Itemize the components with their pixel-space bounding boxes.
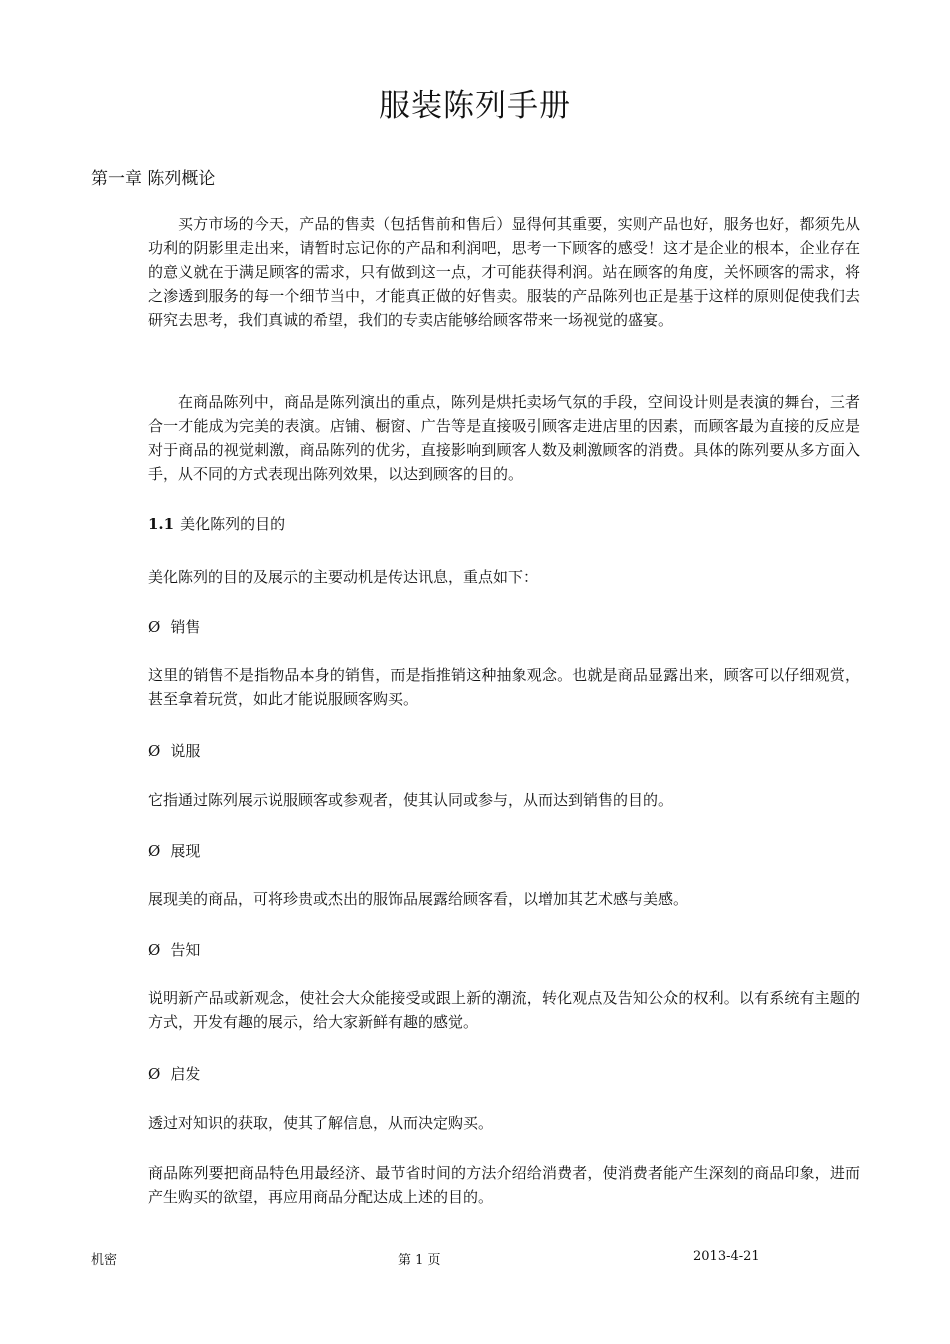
bullet-heading-label: 启发 [170,1065,201,1083]
chapter-heading: 第一章 陈列概论 [91,169,216,189]
bullet-heading-persuade [148,740,200,761]
bullet-text-inspire: 透过对知识的获取，使其了解信息，从而决定购买。 [148,1114,494,1132]
footer-date: 2013-4-21 [693,1249,760,1264]
bullet-mark: Ø [148,742,161,760]
bullet-heading-label: 告知 [170,941,201,959]
bullet-heading-inform [148,939,200,960]
section-title: 美化陈列的目的 [180,515,286,533]
intro-paragraph-2: 在商品陈列中，商品是陈列演出的重点，陈列是烘托卖场气氛的手段，空间设计则是表演的舞台，三者合一才能成为完美的表演。店铺、橱窗、广告等是直接吸引顾客走进店里的因素，而顾客最为直接的反应是对于商品的视觉刺激，商品陈列的优劣，直接影响到顾客人数及刺激顾客的消费。具体的陈列要从多方面入手，从不同的方式表现出陈列效果，以达到顾客的目的。 [148,393,860,483]
bullet-text-inform: 说明新产品或新观念，使社会大众能接受或跟上新的潮流，转化观点及告知公众的权利。以有系统有主题的方式，开发有趣的展示，给大家新鲜有趣的感觉。 [148,989,860,1031]
bullet-mark: Ø [148,941,161,959]
bullet-heading-display [148,840,200,861]
bullet-text-display: 展现美的商品，可将珍贵或杰出的服饰品展露给顾客看，以增加其艺术感与美感。 [148,890,689,908]
section-lead: 美化陈列的目的及展示的主要动机是传达讯息，重点如下： [148,568,539,586]
bullet-mark: Ø [148,842,161,860]
section-number: 1.1 [148,515,175,533]
bullet-mark: Ø [148,1065,161,1083]
bullet-heading-label: 销售 [170,618,201,636]
bullet-heading-inspire [148,1063,200,1084]
bullet-heading-sales [148,616,200,637]
footer-confidential: 机密 [91,1253,118,1268]
section-heading [148,513,285,534]
bullet-heading-label: 展现 [170,842,201,860]
bullet-text-sales: 这里的销售不是指物品本身的销售，而是指推销这种抽象观念。也就是商品显露出来，顾客可以仔细观赏，甚至拿着玩赏，如此才能说服顾客购买。 [148,666,860,708]
closing-paragraph: 商品陈列要把商品特色用最经济、最节省时间的方法介绍给消费者，使消费者能产生深刻的商品印象，进而产生购买的欲望，再应用商品分配达成上述的目的。 [148,1164,860,1206]
bullet-mark: Ø [148,618,161,636]
document-title: 服装陈列手册 [379,88,571,124]
footer-page-number: 第 1 页 [398,1253,441,1268]
bullet-heading-label: 说服 [170,742,201,760]
bullet-text-persuade: 它指通过陈列展示说服顾客或参观者，使其认同或参与，从而达到销售的目的。 [148,791,674,809]
intro-paragraph-1: 买方市场的今天，产品的售卖（包括售前和售后）显得何其重要，实则产品也好，服务也好，都须先从功利的阴影里走出来，请暂时忘记你的产品和利润吧，思考一下顾客的感受！这才是企业的根本，企业存在的意义就在于满足顾客的需求，只有做到这一点，才可能获得利润。站在顾客的角度，关怀顾客的需求，将之渗透到服务的每一个细节当中，才能真正做的好售卖。服装的产品陈列也正是基于这样的原则促使我们去研究去思考，我们真诚的希望，我们的专卖店能够给顾客带来一场视觉的盛宴。 [148,215,860,329]
